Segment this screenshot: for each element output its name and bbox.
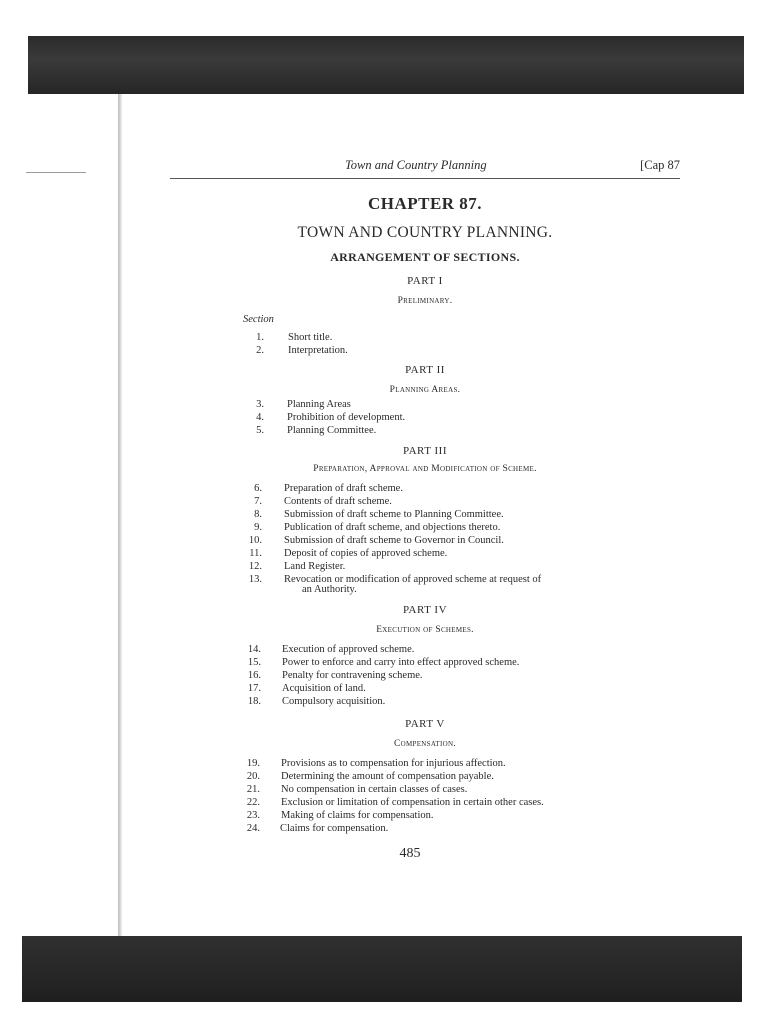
section-title: Land Register. — [284, 561, 346, 572]
part-subtitle: Compensation. — [393, 739, 456, 749]
section-title: Making of claims for compensation. — [281, 810, 434, 821]
act-title: TOWN AND COUNTRY PLANNING. — [297, 224, 553, 241]
section-title: Execution of approved scheme. — [282, 644, 415, 655]
part-heading: PART III — [403, 445, 447, 457]
section-number: 8. — [254, 509, 262, 520]
arrangement-heading: ARRANGEMENT OF SECTIONS. — [330, 250, 520, 264]
part-heading: PART V — [405, 718, 445, 730]
running-header — [170, 158, 680, 179]
section-number: 13. — [248, 574, 262, 585]
section-title: Short title. — [288, 332, 333, 343]
section-title: Deposit of copies of approved scheme. — [284, 548, 448, 559]
part-heading: PART I — [407, 275, 443, 287]
section-number: 5. — [256, 425, 264, 436]
page-binding-edge — [118, 94, 122, 940]
section-number: 15. — [247, 657, 261, 668]
part-heading: PART II — [405, 364, 445, 376]
section-title: Claims for compensation. — [280, 823, 389, 834]
page-number: 485 — [399, 846, 421, 861]
section-title: Power to enforce and carry into effect approved scheme. — [282, 657, 520, 668]
section-number: 4. — [256, 412, 264, 423]
section-number: 10. — [248, 535, 262, 546]
section-number: 17. — [247, 683, 261, 694]
chapter-cap-label: [Cap 87 — [640, 158, 680, 172]
section-number: 9. — [254, 522, 262, 533]
section-number: 23. — [246, 810, 260, 821]
part-subtitle: Execution of Schemes. — [376, 625, 474, 635]
section-title: Submission of draft scheme to Planning Committee. — [284, 509, 504, 520]
document-page — [170, 150, 680, 930]
section-title: Revocation or modification of approved scheme at request of — [284, 574, 542, 585]
section-title-continuation: an Authority. — [302, 584, 357, 595]
section-title: Preparation of draft scheme. — [284, 483, 403, 494]
section-title: Exclusion or limitation of compensation in certain other cases. — [281, 797, 544, 808]
section-title: Interpretation. — [288, 345, 348, 356]
section-number: 11. — [249, 548, 262, 559]
section-number: 14. — [247, 644, 261, 655]
section-title: Compulsory acquisition. — [282, 696, 386, 707]
section-number: 1. — [256, 332, 264, 343]
section-title: Publication of draft scheme, and objections thereto. — [284, 522, 501, 533]
section-number: 21. — [246, 784, 260, 795]
section-column-label: Section — [243, 314, 274, 325]
section-number: 7. — [254, 496, 262, 507]
section-number: 3. — [256, 399, 264, 410]
section-number: 24. — [246, 823, 260, 834]
section-title: Penalty for contravening scheme. — [282, 670, 423, 681]
section-number: 18. — [247, 696, 261, 707]
margin-rule — [26, 172, 86, 173]
part-subtitle: Preliminary. — [397, 296, 453, 306]
section-title: Planning Committee. — [287, 425, 377, 436]
section-title: No compensation in certain classes of cases. — [281, 784, 468, 795]
part-heading: PART IV — [402, 604, 448, 616]
section-title: Determining the amount of compensation payable. — [281, 771, 494, 782]
section-number: 12. — [248, 561, 262, 572]
section-title: Contents of draft scheme. — [284, 496, 392, 507]
part-subtitle: Preparation, Approval and Modification of Scheme. — [313, 464, 537, 474]
section-number: 16. — [247, 670, 261, 681]
running-title: Town and Country Planning — [345, 158, 487, 172]
section-number: 20. — [246, 771, 260, 782]
part-subtitle: Planning Areas. — [389, 385, 461, 395]
section-number: 2. — [256, 345, 264, 356]
scan-shadow-bottom — [22, 936, 742, 1002]
section-title: Provisions as to compensation for injurious affection. — [281, 758, 506, 769]
section-number: 19. — [246, 758, 260, 769]
scan-shadow-top — [28, 36, 744, 94]
section-title: Acquisition of land. — [282, 683, 366, 694]
section-title: Prohibition of development. — [287, 412, 406, 423]
chapter-heading: CHAPTER 87. — [367, 194, 483, 213]
section-number: 6. — [254, 483, 262, 494]
section-title: Submission of draft scheme to Governor in Council. — [284, 535, 504, 546]
section-number: 22. — [246, 797, 260, 808]
section-title: Planning Areas — [287, 399, 351, 410]
